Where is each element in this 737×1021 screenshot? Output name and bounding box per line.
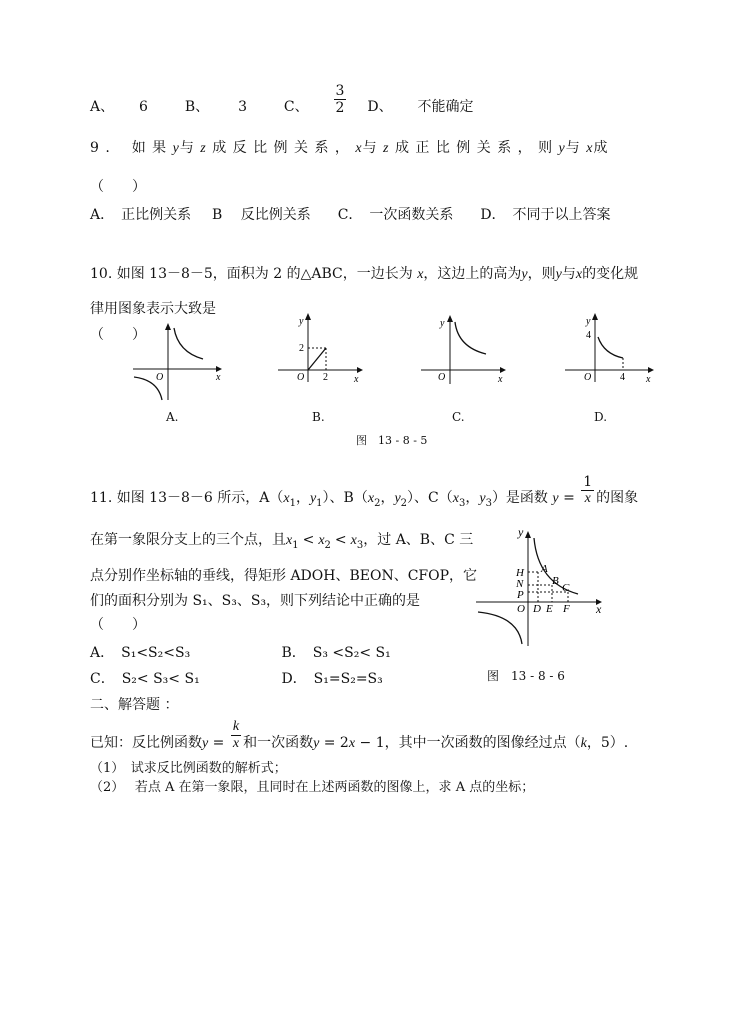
function-fraction <box>581 474 594 507</box>
q11-option-b: B． S₃ <S₂< S₁ <box>281 645 391 661</box>
q11-text: 的图象 <box>596 490 639 506</box>
y-tick-label: 4 <box>586 330 591 341</box>
var-x: x <box>350 533 357 548</box>
point-b-label: B <box>552 575 559 587</box>
var-y: y <box>521 267 528 282</box>
q8-option-c-fraction <box>334 83 347 116</box>
graph-c-label: C. <box>452 410 465 424</box>
q8-option-b-value: 3 <box>238 99 247 115</box>
graph-d <box>562 312 657 391</box>
q8-option-a-value: 6 <box>139 99 148 115</box>
fraction-numerator: 3 <box>335 82 345 99</box>
var-x: x <box>586 141 594 156</box>
fraction-denominator: x <box>232 735 240 751</box>
var-z: z <box>383 141 390 156</box>
q11-text: 11. 如图 13－8－6 所示，A（ <box>90 490 284 506</box>
q10-blank: （ ） <box>90 327 146 343</box>
q9-stem <box>90 138 608 159</box>
subscript: 1 <box>316 497 323 509</box>
y-axis-arrow <box>592 313 598 320</box>
line-segment <box>308 348 326 370</box>
q11-option-a: A． S₁<S₂<S₃ <box>90 645 191 661</box>
curve-branch-1 <box>174 328 203 359</box>
q9-text: 与 <box>179 140 195 156</box>
q11-options-row2 <box>90 669 383 689</box>
subscript: 2 <box>324 539 331 551</box>
fraction-numerator: k <box>232 718 240 734</box>
point-d-label: D <box>533 603 541 615</box>
subscript: 2 <box>374 497 381 509</box>
point-e-label: E <box>546 603 553 615</box>
graph-a-svg <box>128 322 223 402</box>
q11-text: ）、B（ <box>322 490 368 506</box>
q9-option-c: C． 一次函数关系 <box>337 207 454 223</box>
figure-caption-13-8-6: 图 13 - 8 - 6 <box>487 669 565 683</box>
q9-option-d: D． 不同于以上答案 <box>480 207 611 223</box>
var-x: x <box>452 491 459 506</box>
x-axis-label: x <box>498 374 503 385</box>
var-z: z <box>200 141 207 156</box>
fraction-numerator: 1 <box>583 473 593 490</box>
section-2-question <box>90 718 629 754</box>
y-tick-label: 2 <box>299 343 304 354</box>
q11-stem-line1 <box>90 473 639 514</box>
subscript: 3 <box>356 539 364 551</box>
q8-option-d-label: D、 <box>367 99 393 115</box>
graph-b-svg <box>275 312 365 387</box>
question-text: 已知：反比例函数 <box>90 735 202 751</box>
x-axis-arrow <box>500 367 506 373</box>
var-y: y <box>309 491 317 506</box>
y-axis-label: y <box>518 528 524 539</box>
q9-text: 成 正 比 例 关 系 ， 则 <box>394 140 554 156</box>
q9-text: 与 <box>362 140 378 156</box>
fraction-denominator: x <box>584 490 591 506</box>
q9-options <box>90 205 611 225</box>
question-text: ，5）. <box>586 735 629 751</box>
q10-text: 10. 如图 13－8－5，面积为 2 的△ABC，一边长为 <box>90 266 413 282</box>
y-axis-label: y <box>299 316 304 327</box>
graph-b-label: B. <box>312 410 325 424</box>
q8-option-a-label: A、 <box>90 99 115 115</box>
q11-text: ）、C（ <box>407 490 453 506</box>
q9-text: 如 果 <box>131 140 168 156</box>
graph-b <box>275 312 365 391</box>
x-axis-label: x <box>596 602 602 616</box>
curve-branch-2 <box>478 612 522 644</box>
q8-option-d-value: 不能确定 <box>417 99 474 115</box>
origin-label: O <box>517 603 525 615</box>
q11-stem-line2 <box>90 530 473 556</box>
figure-13-8-6 <box>472 528 607 652</box>
q9-option-b: B 反比例关系 <box>212 207 311 223</box>
origin-label: O <box>584 372 592 383</box>
var-x: x <box>283 491 290 506</box>
point-p-label: P <box>517 589 524 601</box>
q11-text: 在第一象限分支上的三个点，且 <box>90 532 286 548</box>
graph-a <box>128 322 223 406</box>
q9-text: 成 <box>593 140 609 156</box>
x-axis-label: x <box>354 374 359 385</box>
q11-text: ， <box>465 490 480 506</box>
k-over-x-fraction <box>231 719 241 752</box>
sub-question-2: （2） 若点 A 在第一象限，且同时在上述两函数的图像上，求 A 点的坐标； <box>90 780 535 795</box>
x-axis-arrow <box>357 367 363 373</box>
curve-segment <box>598 337 623 358</box>
subscript: 1 <box>292 539 299 551</box>
var-x: x <box>575 267 583 282</box>
q9-text: 成 反 比 例 关 系 ， <box>212 140 350 156</box>
q10-stem-line2: 律用图象表示大致是 <box>90 301 216 317</box>
x-axis-label: x <box>216 372 221 383</box>
q11-text: ， <box>295 490 310 506</box>
q9-text: 与 <box>565 140 581 156</box>
graph-a-label: A. <box>166 410 179 424</box>
y-axis-arrow <box>525 531 531 538</box>
y-axis-label: y <box>440 318 445 329</box>
q11-text: ，过 A、B、C 三 <box>363 532 474 548</box>
graph-c <box>418 314 508 393</box>
var-x: x <box>355 141 363 156</box>
figure-caption-13-8-5: 图 13 - 8 - 5 <box>356 434 428 447</box>
less-than: < <box>302 532 315 548</box>
y-axis-arrow <box>165 323 171 330</box>
q11-option-d: D． S₁=S₂=S₃ <box>281 671 383 687</box>
equals-sign: = <box>563 490 575 506</box>
q8-options <box>90 82 474 117</box>
q11-text: ， <box>380 490 395 506</box>
origin-label: O <box>297 372 305 383</box>
q11-text: ）是函数 <box>491 490 548 506</box>
point-f-label: F <box>563 603 570 615</box>
var-y: y <box>552 491 559 506</box>
q9-number: 9 . <box>90 140 111 156</box>
question-text: − 1，其中一次函数的图像经过点（ <box>355 735 581 751</box>
origin-label: O <box>438 372 446 383</box>
q11-blank: （ ） <box>90 617 146 633</box>
y-axis-arrow <box>305 313 311 320</box>
less-than: < <box>334 532 347 548</box>
var-y: y <box>172 141 180 156</box>
graph-d-svg <box>562 312 657 387</box>
q11-stem-line3: 点分别作坐标轴的垂线，得矩形 ADOH、BEON、CFOP，它 <box>90 568 478 584</box>
q11-option-c: C． S₂< S₃< S₁ <box>90 671 200 687</box>
var-x: x <box>286 533 293 548</box>
q10-text: 的变化规 <box>582 266 639 282</box>
var-y: y <box>555 267 562 282</box>
q10-text: ，这边上的高为 <box>423 266 522 282</box>
subscript: 3 <box>485 497 492 509</box>
var-y: y <box>394 491 401 506</box>
y-axis-arrow <box>447 315 453 322</box>
point-a-label: A <box>541 563 548 575</box>
y-axis-label: y <box>586 316 591 327</box>
var-x: x <box>348 736 356 751</box>
q8-option-c-label: C、 <box>283 99 309 115</box>
x-tick-label: 2 <box>323 372 328 383</box>
q9-option-a: A． 正比例关系 <box>90 207 192 223</box>
equals-sign: = <box>208 735 229 751</box>
figure-13-8-6-svg <box>472 528 607 648</box>
question-text: 和一次函数 <box>243 735 314 751</box>
var-x: x <box>367 491 375 506</box>
q10-text: 与 <box>561 266 576 282</box>
var-k: k <box>580 736 587 751</box>
var-x: x <box>417 267 424 282</box>
var-y: y <box>313 736 320 751</box>
var-y: y <box>479 491 486 506</box>
point-c-label: C <box>562 582 570 594</box>
q10-text: ，则 <box>527 266 556 282</box>
curve-branch <box>455 322 486 354</box>
q9-blank: （ ） <box>90 179 146 195</box>
point-h-label: H <box>516 567 524 579</box>
x-tick-label: 4 <box>620 372 625 383</box>
graph-c-svg <box>418 314 508 389</box>
q11-stem-line4: 们的面积分别为 S₁、S₃、S₃，则下列结论中正确的是 <box>90 593 421 609</box>
x-axis-label: x <box>646 374 651 385</box>
subscript: 2 <box>400 497 408 509</box>
point-n-label: N <box>516 578 524 590</box>
origin-label: O <box>156 372 164 383</box>
fraction-denominator: 2 <box>335 99 345 116</box>
graph-d-label: D. <box>594 410 608 424</box>
q8-option-b-label: B、 <box>184 99 210 115</box>
x-axis-arrow <box>648 367 654 373</box>
equation-part: = 2 <box>319 735 349 751</box>
subscript: 3 <box>458 497 466 509</box>
subscript: 1 <box>289 497 296 509</box>
var-y: y <box>558 141 566 156</box>
q10-stem-line1 <box>90 264 638 285</box>
sub-question-1: （1） 试求反比例函数的解析式； <box>90 761 287 776</box>
var-x: x <box>318 533 325 548</box>
q11-options-row1 <box>90 643 391 663</box>
section-2-title: 二、解答题 ： <box>90 697 179 713</box>
var-y: y <box>202 736 209 751</box>
